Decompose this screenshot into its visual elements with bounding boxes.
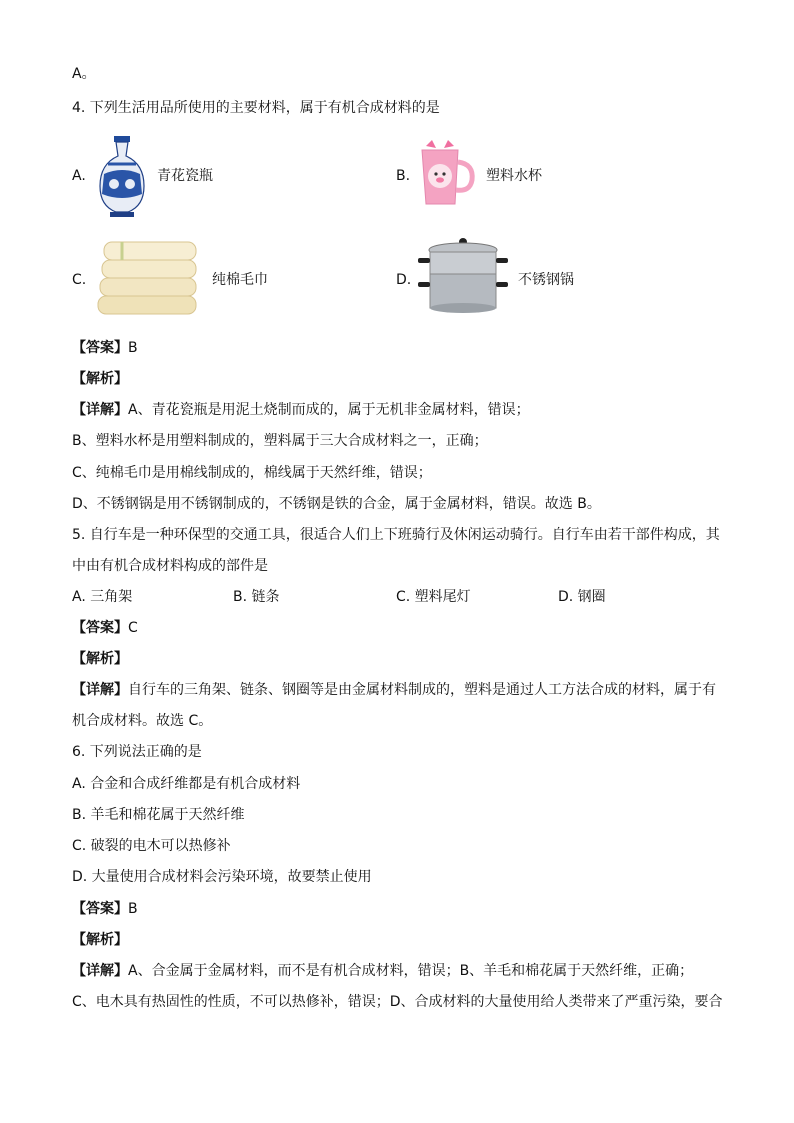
q5-option-d: D. 钢圈 bbox=[558, 589, 606, 605]
answer-tag: 【答案】 bbox=[72, 901, 128, 917]
cotton-towel-image bbox=[92, 236, 204, 320]
q6-option-a: A. 合金和合成纤维都是有机合成材料 bbox=[72, 776, 301, 792]
plastic-cup-image bbox=[418, 140, 476, 208]
answer-value: B bbox=[128, 340, 138, 356]
q4-option-a-text: 青花瓷瓶 bbox=[157, 168, 213, 184]
prev-answer-tail: A。 bbox=[72, 66, 96, 82]
q4-option-b-letter: B. bbox=[396, 168, 411, 184]
detail-text: A、青花瓷瓶是用泥土烧制而成的，属于无机非金属材料，错误； bbox=[128, 402, 530, 418]
question-5-line1: 5. 自行车是一种环保型的交通工具，很适合人们上下班骑行及休闲运动骑行。自行车由若干部件构成，其 bbox=[72, 527, 720, 543]
q6-detail-line2: C、电木具有热固性的性质，不可以热修补，错误；D、合成材料的大量使用给人类带来了严重污染，要合 bbox=[72, 994, 723, 1010]
question-5-line2: 中由有机合成材料构成的部件是 bbox=[72, 558, 268, 574]
q6-detail-line1 bbox=[72, 961, 693, 981]
q4-detail-d: D、不锈钢锅是用不锈钢制成的，不锈钢是铁的合金，属于金属材料，错误。故选 B。 bbox=[72, 496, 601, 512]
detail-tag: 【详解】 bbox=[72, 402, 128, 418]
q5-answer bbox=[72, 618, 138, 638]
detail-text: 自行车的三角架、链条、钢圈等是由金属材料制成的，塑料是通过人工方法合成的材料，属于有 bbox=[128, 682, 716, 698]
q4-option-d-letter: D. bbox=[396, 272, 412, 288]
q5-option-a: A. 三角架 bbox=[72, 589, 133, 605]
q4-option-b-text: 塑料水杯 bbox=[486, 168, 542, 184]
q4-option-c-letter: C. bbox=[72, 272, 87, 288]
answer-tag: 【答案】 bbox=[72, 340, 128, 356]
q6-option-d: D. 大量使用合成材料会污染环境，故要禁止使用 bbox=[72, 869, 372, 885]
q4-answer bbox=[72, 338, 138, 358]
q5-analysis-tag: 【解析】 bbox=[72, 651, 128, 667]
q4-detail-c: C、纯棉毛巾是用棉线制成的，棉线属于天然纤维，错误； bbox=[72, 465, 432, 481]
question-4: 4. 下列生活用品所使用的主要材料，属于有机合成材料的是 bbox=[72, 100, 440, 116]
q6-answer bbox=[72, 899, 138, 919]
steel-pot-image bbox=[416, 236, 510, 318]
q6-analysis-tag: 【解析】 bbox=[72, 932, 128, 948]
q5-detail-line1 bbox=[72, 680, 716, 700]
question-6: 6. 下列说法正确的是 bbox=[72, 744, 202, 760]
q4-analysis-tag: 【解析】 bbox=[72, 371, 128, 387]
q4-detail-b: B、塑料水杯是用塑料制成的，塑料属于三大合成材料之一，正确； bbox=[72, 433, 488, 449]
q4-option-d-text: 不锈钢锅 bbox=[518, 272, 574, 288]
detail-tag: 【详解】 bbox=[72, 963, 128, 979]
q4-detail-a bbox=[72, 400, 530, 420]
answer-tag: 【答案】 bbox=[72, 620, 128, 636]
porcelain-vase-image bbox=[92, 134, 152, 218]
answer-value: C bbox=[128, 620, 138, 636]
answer-value: B bbox=[128, 901, 138, 917]
detail-text: A、合金属于金属材料，而不是有机合成材料，错误；B、羊毛和棉花属于天然纤维，正确； bbox=[128, 963, 694, 979]
q6-option-b: B. 羊毛和棉花属于天然纤维 bbox=[72, 807, 245, 823]
q6-option-c: C. 破裂的电木可以热修补 bbox=[72, 838, 231, 854]
q5-option-c: C. 塑料尾灯 bbox=[396, 589, 471, 605]
q4-option-a-letter: A. bbox=[72, 168, 86, 184]
q5-option-b: B. 链条 bbox=[233, 589, 280, 605]
detail-tag: 【详解】 bbox=[72, 682, 128, 698]
q5-detail-line2: 机合成材料。故选 C。 bbox=[72, 713, 213, 729]
q4-option-c-text: 纯棉毛巾 bbox=[212, 272, 268, 288]
